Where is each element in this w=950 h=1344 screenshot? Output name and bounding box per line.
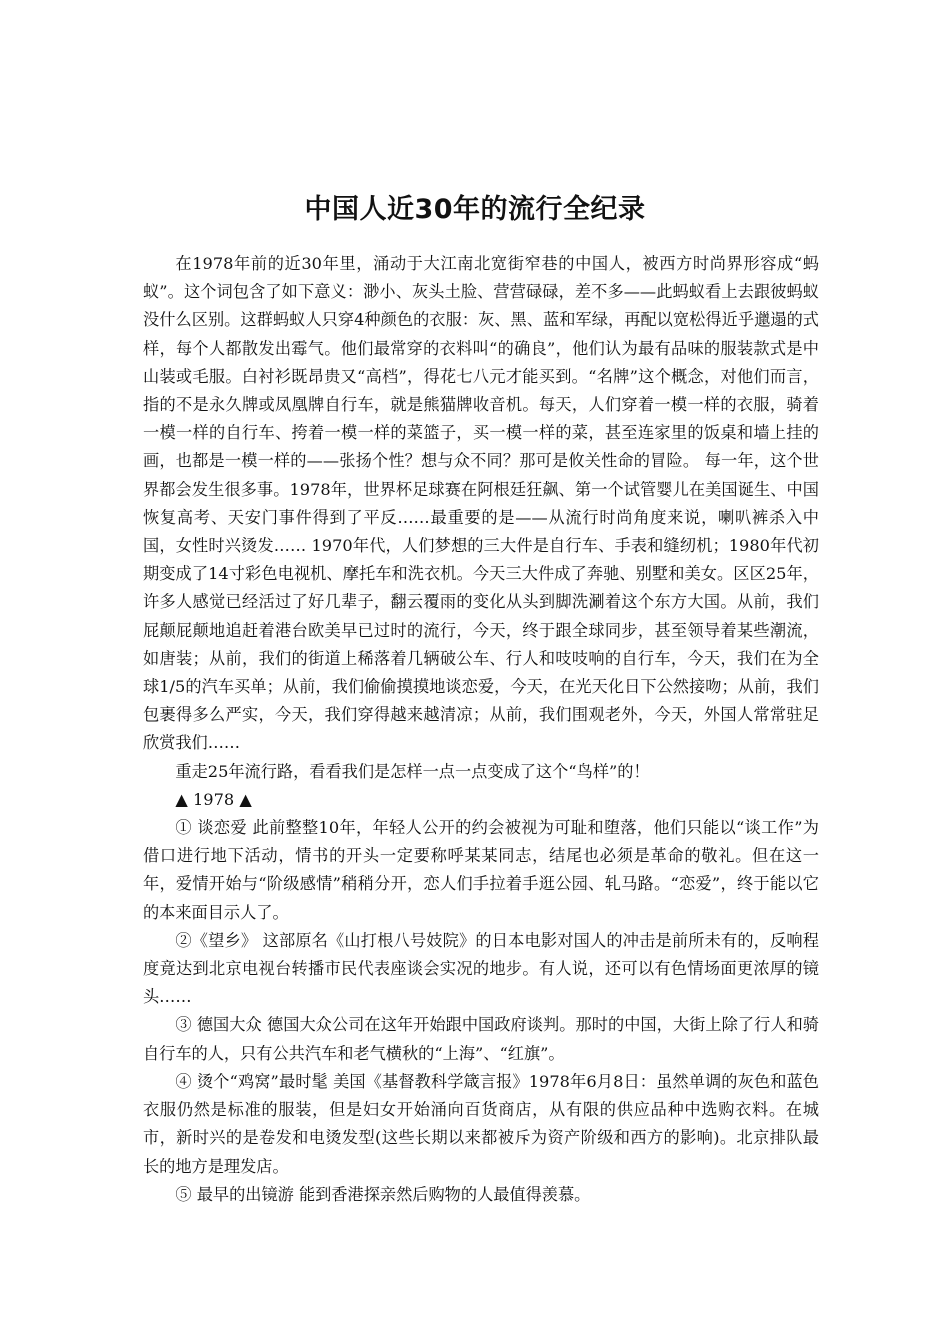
item-paragraph: ③ 德国大众 德国大众公司在这年开始跟中国政府谈判。那时的中国，大街上除了行人和骑自行车的人，只有公共汽车和老气横秋的“上海”、“红旗”。: [143, 1015, 819, 1063]
item-paragraph: ②《望乡》 这部原名《山打根八号妓院》的日本电影对国人的冲击是前所未有的，反响程度竟达到北京电视台转播市民代表座谈会实况的地步。有人说，还可以有色情场面更浓厚的镜头……: [143, 930, 819, 1007]
intro-paragraph: 在1978年前的近30年里，涌动于大江南北宽街窄巷的中国人，被西方时尚界形容成“蚂蚁”。这个词包含了如下意义：渺小、灰头土脸、营营碌碌，差不多——此蚂蚁看上去跟彼蚂蚁没什么区别。这群蚂蚁人只穿4种颜色的衣服：灰、黑、蓝和军绿，再配以宽松得近乎邋遢的式样，每个人都散发出霉气。他们最常穿的衣料叫“的确良”，他们认为最有品味的服装款式是中山装或毛服。白衬衫既昂贵又“高档”，得花七八元才能买到。“名牌”这个概念，对他们而言，指的不是永久牌或凤凰牌自行车，就是熊猫牌收音机。每天，人们穿着一模一样的衣服，骑着一模一样的自行车、挎着一模一样的菜篮子，买一模一样的菜，甚至连家里的饭桌和墙上挂的画，也都是一模一样的——张扬个性？想与众不同？那可是攸关性命的冒险。 每一年，这个世界都会发生很多事。1978年，世界杯足球赛在阿根廷狂飙、第一个试管婴儿在美国诞生、中国恢复高考、天安门事件得到了平反……最重要的是——从流行时尚角度来说，喇叭裤杀入中国，女性时兴烫发…… 1970年代，人们梦想的三大件是自行车、手表和缝纫机；1980年代初期变成了14寸彩色电视机、摩托车和洗衣机。今天三大件成了奔驰、别墅和美女。区区25年，许多人感觉已经活过了好几辈子，翻云覆雨的变化从头到脚洗涮着这个东方大国。从前，我们屁颠屁颠地追赶着港台欧美早已过时的流行，今天，终于跟全球同步，甚至领导着某些潮流，如唐装；从前，我们的街道上稀落着几辆破公车、行人和吱吱响的自行车，今天，我们在为全球1/5的汽车买单；从前，我们偷偷摸摸地谈恋爱，今天，在光天化日下公然接吻；从前，我们包裹得多么严实，今天，我们穿得越来越清凉；从前，我们围观老外，今天，外国人常常驻足欣赏我们……: [143, 254, 819, 753]
lead-in-paragraph: 重走25年流行路，看看我们是怎样一点一点变成了这个“鸟样”的！: [175, 761, 650, 781]
document-body: [143, 250, 819, 1209]
item-paragraph: ① 谈恋爱 此前整整10年，年轻人公开的约会被视为可耻和堕落，他们只能以“谈工作”为借口进行地下活动，情书的开头一定要称呼某某同志，结尾也必须是革命的敬礼。但在这一年，爱情开始与“阶级感情”稍稍分开，恋人们手拉着手逛公园、轧马路。“恋爱”，终于能以它的本来面目示人了。: [143, 818, 819, 922]
item-paragraph: ④ 烫个“鸡窝”最时髦 美国《基督教科学箴言报》1978年6月8日：虽然单调的灰色和蓝色衣服仍然是标准的服装，但是妇女开始涌向百货商店，从有限的供应品种中选购衣料。在城市，新时兴的是卷发和电烫发型(这些长期以来都被斥为资产阶级和西方的影响)。北京排队最长的地方是理发店。: [143, 1071, 819, 1176]
item-paragraph: ⑤ 最早的出镜游 能到香港探亲然后购物的人最值得羡慕。: [175, 1184, 591, 1204]
year-heading: ▲ 1978 ▲: [175, 789, 252, 809]
document-title: 中国人近30年的流行全纪录: [304, 194, 646, 225]
